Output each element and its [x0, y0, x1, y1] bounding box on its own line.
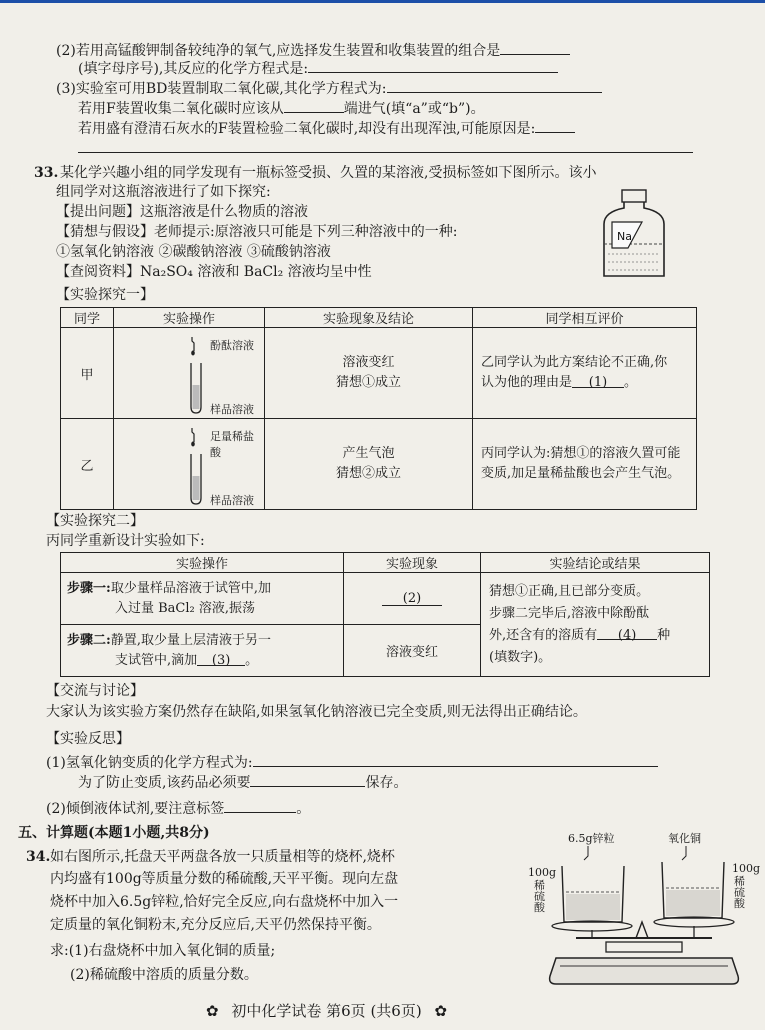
q34-line2: 内均盛有100g等质量分数的稀硫酸,天平平衡。现向左盘	[50, 871, 399, 887]
evaluation-line2: 变质,加足量稀盐酸也会产生气泡。	[481, 466, 681, 481]
exp1-evaluation: 乙同学认为此方案结论不正确,你 认为他的理由是 (1) 。	[473, 328, 697, 419]
q34-ask2: (2)稀硫酸中溶质的质量分数。	[70, 967, 258, 983]
result-phenomenon: 产生气泡	[342, 446, 395, 461]
blank-2[interactable]: (2)	[382, 591, 442, 606]
step1-label: 步骤一:	[67, 580, 111, 596]
exp2-intro: 丙同学重新设计实验如下:	[46, 533, 205, 549]
top-border	[0, 0, 765, 3]
balance-drawing	[536, 826, 761, 996]
q34-line1: 如右图所示,托盘天平两盘各放一只质量相等的烧杯,烧杯	[50, 849, 395, 865]
q32-line5: 若用F装置收集二氧化碳时应该从 端进气(填“a”或“b”)。	[78, 98, 485, 118]
step2-phenomenon: 溶液变红	[344, 625, 481, 677]
q32-line3: (填字母序号),其反应的化学方程式是:	[78, 58, 558, 78]
step2-label: 步骤二:	[67, 632, 111, 648]
exp1-operation	[114, 328, 265, 419]
blank-equation[interactable]	[253, 752, 658, 767]
exp1-result	[265, 419, 473, 510]
result-conclusion: 猜想②成立	[335, 466, 401, 481]
exp2-header-2: 实验结论或结果	[481, 553, 710, 573]
q34-number: 34.	[26, 849, 51, 865]
fig-left-mass: 100g	[528, 866, 557, 879]
fig-right-mass: 100g	[732, 862, 761, 875]
reflect-line1: (1)氢氧化钠变质的化学方程式为:	[46, 752, 658, 772]
section5-title: 五、计算题(本题1小题,共8分)	[18, 825, 210, 841]
footer-text: 初中化学试卷 第6页 (共6页)	[231, 1002, 422, 1020]
fig-left-acid: 稀硫酸	[534, 879, 545, 914]
exp2-header-1: 实验现象	[344, 553, 481, 573]
q33-number: 33.	[34, 165, 59, 181]
exp1-title: 【实验探究一】	[56, 287, 154, 303]
q33-reference: 【查阅资料】Na₂SO₄ 溶液和 BaCl₂ 溶液均呈中性	[56, 264, 372, 280]
q34-line4: 定质量的氧化铜粉末,充分反应后,天平仍然保持平衡。	[50, 917, 381, 933]
fig-cuo-label: 氧化铜	[668, 832, 701, 845]
footer-left-ornament-icon: ✿	[206, 1002, 219, 1020]
blank-3[interactable]: (3)	[197, 651, 245, 666]
blank-label[interactable]	[224, 798, 296, 813]
test-tube-icon	[186, 333, 208, 415]
test-tube-icon	[186, 424, 208, 506]
reflect-title: 【实验反思】	[46, 731, 130, 747]
reflect-line2: 为了防止变质,该药品必须要 保存。	[78, 772, 407, 792]
exp1-row	[61, 328, 697, 419]
balance-figure	[528, 826, 761, 996]
result-phenomenon: 溶液变红	[342, 355, 395, 370]
step2-operation: 步骤二:静置,取少量上层清液于另一 支试管中,滴加 (3) 。	[61, 625, 344, 677]
evaluation-line1: 丙同学认为:猜想①的溶液久置可能	[481, 446, 681, 461]
q33-question: 【提出问题】这瓶溶液是什么物质的溶液	[56, 204, 308, 220]
q33-intro-line2: 组同学对这瓶溶液进行了如下探究:	[56, 184, 271, 200]
reagent-label: 足量稀盐酸	[210, 430, 254, 459]
q33-options: ①氢氧化钠溶液 ②碳酸钠溶液 ③硫酸钠溶液	[56, 244, 331, 260]
blank-4[interactable]: (4)	[597, 625, 657, 640]
exp1-header-2: 实验现象及结论	[265, 308, 473, 328]
exp2-step1-row	[61, 573, 710, 625]
exp1-evaluation	[473, 419, 697, 510]
exp2-table	[60, 552, 710, 677]
sample-label: 样品溶液	[210, 403, 254, 416]
q33-intro-line1: 某化学兴趣小组的同学发现有一瓶标签受损、久置的某溶液,受损标签如下图所示。该小	[60, 165, 597, 181]
exp1-who: 甲	[61, 328, 114, 419]
discuss-text: 大家认为该实验方案仍然存在缺陷,如果氢氧化钠溶液已完全变质,则无法得出正确结论。	[46, 704, 587, 720]
fig-right-acid: 稀硫酸	[734, 875, 745, 910]
page-footer	[206, 1002, 447, 1020]
exp1-header-0: 同学	[61, 308, 114, 328]
reagent-label: 酚酞溶液	[210, 339, 254, 352]
footer-right-ornament-icon: ✿	[434, 1002, 448, 1020]
step1-phenomenon	[344, 573, 481, 625]
exp1-who: 乙	[61, 419, 114, 510]
exp1-operation	[114, 419, 265, 510]
sample-label: 样品溶液	[210, 494, 254, 507]
exp1-header-1: 实验操作	[114, 308, 265, 328]
blank-storage[interactable]	[250, 772, 365, 787]
exp2-conclusion: 猜想①正确,且已部分变质。 步骤二完毕后,溶液中除酚酞 外,还含有的溶质有 (4) 种 (填数字)。	[481, 573, 710, 677]
exp1-result	[265, 328, 473, 419]
evaluation-line1: 乙同学认为此方案结论不正确,你	[481, 355, 668, 370]
reflect-line3: (2)倾倒液体试剂,要注意标签 。	[46, 798, 310, 818]
q34-line3: 烧杯中加入6.5g锌粒,恰好完全反应,向右盘烧杯中加入一	[50, 894, 399, 910]
q32-line7	[78, 138, 693, 158]
fig-zinc-label: 6.5g锌粒	[568, 832, 615, 845]
exp2-header-0: 实验操作	[61, 553, 344, 573]
q32-line4: (3)实验室可用BD装置制取二氧化碳,其化学方程式为:	[56, 78, 602, 98]
q34-ask1: 求:(1)右盘烧杯中加入氧化铜的质量;	[50, 943, 276, 959]
label-text: Na	[617, 230, 632, 243]
exp2-title: 【实验探究二】	[46, 513, 144, 529]
q33-hypothesis: 【猜想与假设】老师提示:原溶液只可能是下列三种溶液中的一种:	[56, 224, 458, 240]
exp1-table	[60, 307, 697, 510]
q32-line6: 若用盛有澄清石灰水的F装置检验二氧化碳时,却没有出现浑浊,可能原因是:	[78, 118, 575, 138]
exp1-row	[61, 419, 697, 510]
discuss-title: 【交流与讨论】	[46, 683, 144, 699]
blank-1[interactable]: (1)	[572, 373, 624, 388]
result-conclusion: 猜想①成立	[335, 375, 401, 390]
q32-line2: (2)若用高锰酸钾制备较纯净的氧气,应选择发生装置和收集装置的组合是	[56, 40, 570, 60]
evaluation-line2: 认为他的理由是	[481, 375, 573, 390]
damaged-label-bottle	[598, 188, 670, 280]
exp1-header-3: 同学相互评价	[473, 308, 697, 328]
step1-operation: 步骤一:取少量样品溶液于试管中,加 入过量 BaCl₂ 溶液,振荡	[61, 573, 344, 625]
